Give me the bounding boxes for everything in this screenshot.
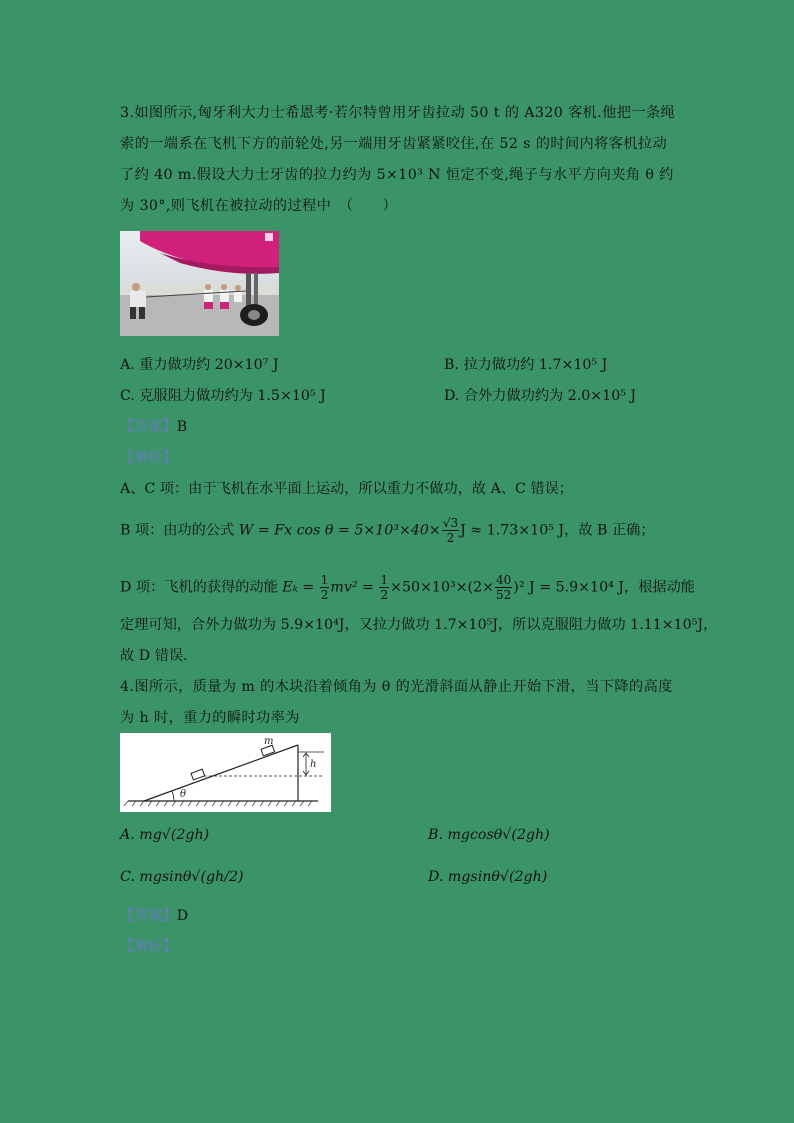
q3-analysis-tag [120, 447, 177, 467]
analysis-tag: 【解析】 [120, 450, 177, 466]
q4-option-d: D. mgsinθ√(2gh) [428, 869, 548, 885]
frac-denominator: 2 [446, 531, 455, 545]
q3-analysis-d [120, 573, 695, 602]
frac-numerator: √3 [442, 516, 459, 530]
frac-numerator: 1 [320, 573, 329, 587]
q4-option-c: C. mgsinθ√(gh/2) [120, 869, 244, 885]
analysis-d-prefix: D 项：飞机的获得的动能 [120, 579, 278, 596]
question-3-text: 3.如图所示,匈牙利大力士希恩考·若尔特曾用牙齿拉动 50 t 的 A320 客机.他把一条绳索的一端系在飞机下方的前轮处,另一端用牙齿紧紧咬住,在 52 s 的时间内将客机拉动了约 40 m.假设大力士牙齿的拉力约为 5×10³ N 恒定不变,绳子与水平方向夹角 θ 约为 30°,则飞机在被拉动的过程中 （ ） [120, 105, 676, 214]
q3-option-d: D. 合外力做功约为 2.0×10⁵ J [444, 388, 637, 404]
frac-denominator: 2 [380, 588, 389, 602]
analysis-b-result: J ≈ 1.73×10⁵ J [460, 522, 565, 539]
q4-analysis-tag [120, 936, 177, 956]
analysis-d-ek: Eₖ = [282, 579, 315, 596]
forty-over-fiftytwo [495, 573, 512, 602]
q3-analysis-ac: A、C 项：由于飞机在水平面上运动，所以重力不做功，故 A、C 错误； [120, 481, 573, 497]
frac-numerator: 1 [380, 573, 389, 587]
one-half-a [320, 573, 330, 602]
analysis-tag: 【解析】 [120, 939, 177, 955]
fig-theta-label: θ [180, 789, 187, 800]
q3-analysis-d-line2: 定理可知，合外力做功为 5.9×10⁴J，又拉力做功 1.7×10⁵J，所以克服阻力做功 1.11×10⁵J， [120, 617, 718, 633]
analysis-b-suffix: ，故 B 正确； [564, 522, 655, 539]
question-4-text: 4.图所示，质量为 m 的木块沿着倾角为 θ 的光滑斜面从静止开始下滑，当下降的高度为 h 时，重力的瞬时功率为 [120, 679, 673, 726]
analysis-b-formula: W = Fx cos θ = 5×10³×40× [238, 522, 441, 539]
q3-analysis-b [120, 516, 655, 545]
analysis-d-end: )² J = 5.9×10⁴ J [513, 579, 624, 596]
analysis-d-suffix: ，根据动能 [624, 579, 695, 596]
analysis-b-prefix: B 项：由功的公式 [120, 522, 235, 539]
incline-figure [120, 733, 331, 812]
fig-m-label: m [264, 736, 274, 747]
answer-value: D [176, 908, 189, 924]
q3-option-c: C. 克服阻力做功约为 1.5×10⁵ J [120, 388, 326, 404]
answer-tag: 【答案】 [120, 908, 177, 924]
one-half-b [379, 573, 389, 602]
q3-option-a: A. 重力做功约 20×10⁷ J [120, 357, 279, 373]
answer-tag: 【答案】 [120, 419, 177, 435]
fig-h-label: h [310, 759, 317, 770]
frac-denominator: 2 [320, 588, 329, 602]
analysis-d-mid: ×50×10³×(2× [390, 579, 494, 596]
frac-numerator: 40 [496, 573, 512, 587]
q4-option-b: B. mgcosθ√(2gh) [428, 827, 550, 843]
frac-denominator: 52 [496, 588, 512, 602]
analysis-d-mv2: mv² = [330, 579, 374, 596]
q3-answer [120, 416, 187, 436]
answer-value: B [176, 419, 188, 435]
q4-option-a: A. mg√(2gh) [120, 827, 210, 843]
q3-option-b: B. 拉力做功约 1.7×10⁵ J [444, 357, 608, 373]
airplane-photo [120, 231, 279, 336]
q3-analysis-d-line3: 故 D 错误. [120, 648, 188, 664]
sqrt3-over-2 [442, 516, 459, 545]
q4-answer [120, 905, 188, 925]
